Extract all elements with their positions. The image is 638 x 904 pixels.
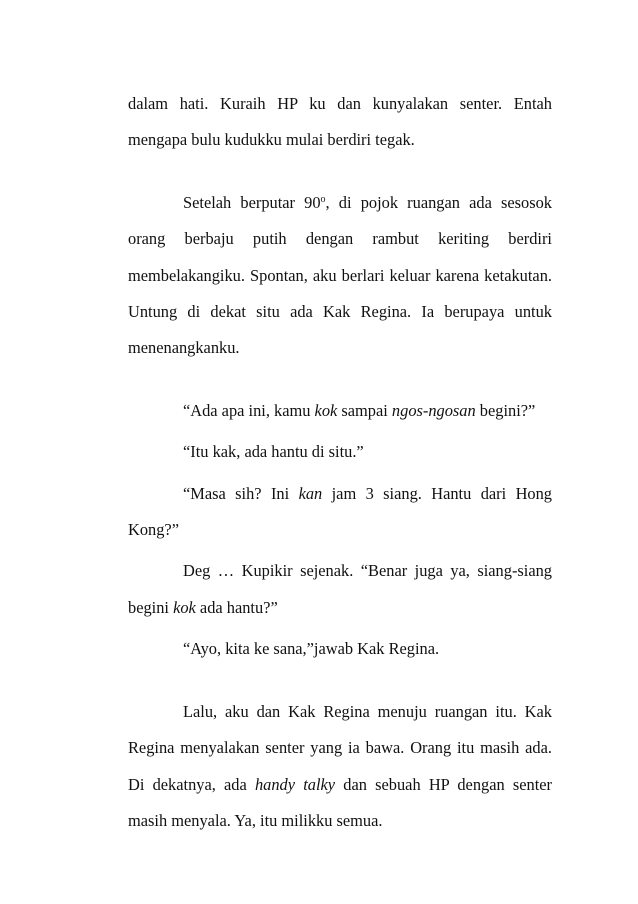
text-run: ada hantu?”: [195, 597, 278, 617]
text-run: Setelah berputar 90: [183, 192, 321, 212]
text-run: , di pojok ruangan ada sesosok orang berbaju putih dengan rambut keriting berdiri membelakangiku. Spontan, aku berlari keluar karena ketakutan. Untung di dekat situ ada Kak Regina. Ia berupaya untuk menenangkanku.: [128, 192, 553, 358]
text-run: “Ada apa ini, kamu: [183, 400, 315, 420]
text-run: sampai: [337, 400, 392, 420]
italic-term: kan: [298, 483, 323, 503]
paragraph: [128, 393, 552, 429]
text-run: begini?”: [475, 400, 536, 420]
text-run: “Masa sih? Ini: [183, 483, 299, 503]
paragraph: [128, 86, 552, 159]
paragraph: [128, 694, 552, 840]
paragraph: [128, 553, 552, 626]
paragraph: [128, 185, 552, 367]
italic-term: kok: [314, 400, 338, 420]
paragraph: [128, 434, 552, 470]
text-run: dan sebuah HP dengan senter masih menyala. Ya, itu milikku semua.: [128, 774, 553, 830]
story-text: [128, 86, 552, 839]
text-run: “Itu kak, ada hantu di situ.”: [183, 442, 364, 462]
text-run: Deg … Kupikir sejenak. “Benar juga ya, siang-siang begini: [128, 561, 552, 617]
paragraph: [128, 476, 552, 549]
text-run: dalam hati. Kuraih HP ku dan kunyalakan senter. Entah mengapa bulu kudukku mulai berdiri tegak.: [128, 94, 552, 150]
text-run: jam 3 siang. Hantu dari Hong Kong?”: [128, 483, 552, 540]
text-run: “Ayo, kita ke sana,”jawab Kak Regina.: [183, 639, 440, 659]
italic-term: ngos-ngosan: [391, 400, 476, 420]
italic-term: kok: [173, 597, 196, 617]
text-run: Lalu, aku dan Kak Regina menuju ruangan itu. Kak Regina menyalakan senter yang ia bawa. Orang itu masih ada. Di dekatnya, ada: [128, 701, 552, 794]
degree-superscript: o: [320, 193, 326, 205]
paragraph: [128, 631, 552, 667]
italic-term: handy talky: [254, 774, 336, 794]
